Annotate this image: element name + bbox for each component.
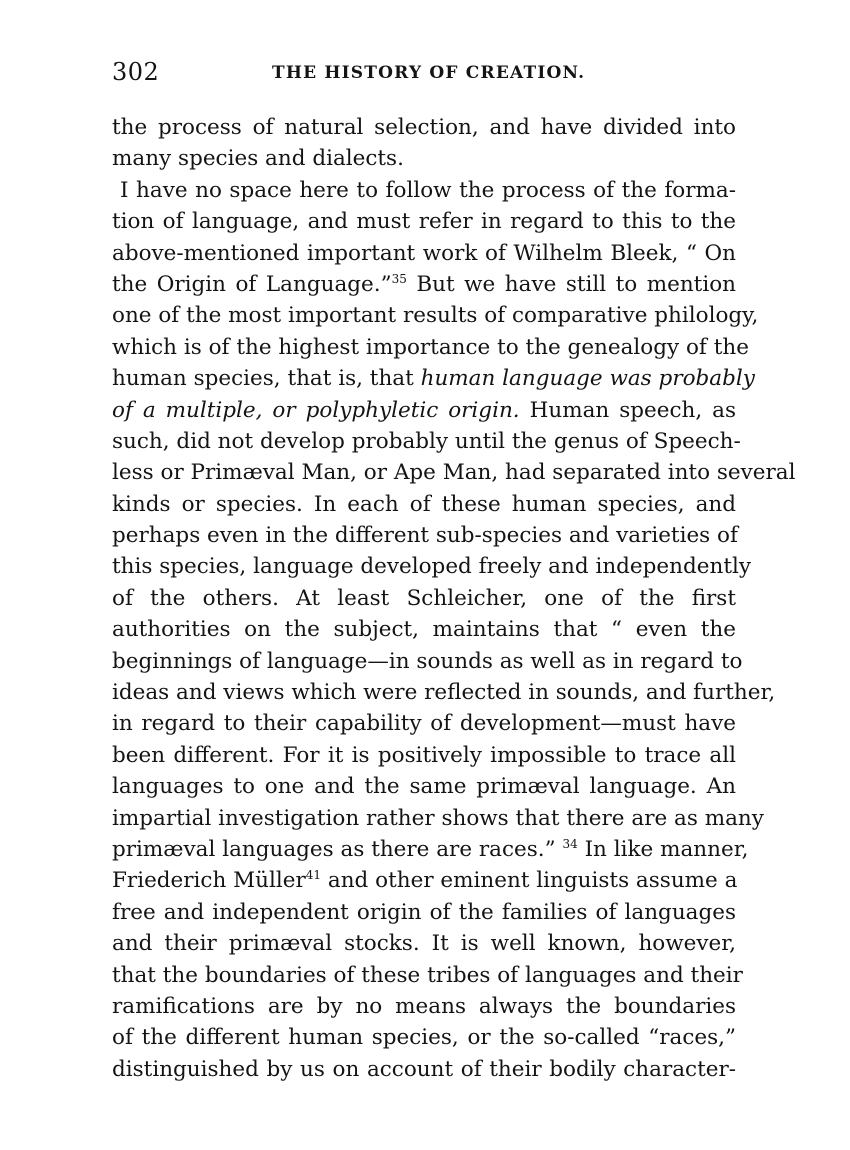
running-title: THE HISTORY OF CREATION. [272, 63, 586, 83]
line-text: But we have still to mention [406, 271, 736, 297]
text-line [112, 834, 749, 865]
text-line: impartial investigation rather shows that there are as many [112, 805, 764, 831]
text-line [112, 269, 736, 300]
text-line: languages to one and the same primæval language. An [112, 774, 736, 800]
text-line: ramifications are by no means always the boundaries [112, 993, 736, 1019]
text-line: tion of language, and must refer in regard to this to the [112, 209, 736, 235]
line-text: primæval languages as there are races.” [112, 836, 563, 862]
text-line [112, 395, 736, 426]
text-line: authorities on the subject, maintains that “ even the [112, 617, 736, 643]
text-line: such, did not develop probably until the genus of Speech- [112, 428, 741, 454]
text-line: less or Primæval Man, or Ape Man, had separated into several [112, 460, 796, 486]
text-line [112, 363, 755, 394]
text-line: the process of natural selection, and have divided into [112, 115, 736, 140]
line-text: In like manner, [577, 836, 749, 862]
text-line: which is of the highest importance to the genealogy of the [112, 334, 749, 360]
page-header [112, 58, 736, 88]
text-line: in regard to their capability of development—must have [112, 711, 736, 737]
text-line: that the boundaries of these tribes of languages and their [112, 962, 743, 988]
line-text: Human speech, as [519, 397, 736, 423]
text-line: been different. For it is positively impossible to trace all [112, 742, 736, 768]
italic-text: of a multiple, or polyphyletic origin. [112, 397, 520, 423]
text-line: I have no space here to follow the process of the forma- [120, 177, 736, 203]
text-line: above-mentioned important work of Wilhelm Bleek, “ On [112, 240, 736, 266]
line-text: Friederich Müller [112, 868, 306, 894]
line-text: and other eminent linguists assume a [321, 868, 738, 894]
text-line: free and independent origin of the families of languages [112, 899, 736, 925]
text-line: of the different human species, or the so-called “races,” [112, 1025, 736, 1051]
text-line: this species, language developed freely and independently [112, 554, 751, 580]
text-line: distinguished by us on account of their bodily character- [112, 1056, 736, 1082]
text-line: one of the most important results of comparative philology, [112, 303, 759, 329]
text-line [112, 865, 736, 896]
italic-text: human language was probably [420, 366, 755, 392]
text-line: many species and dialects. [112, 146, 404, 172]
line-text: human species, that is, that [112, 366, 421, 392]
body-text [112, 112, 796, 1085]
text-line: perhaps even in the different sub-species and varieties of [112, 523, 738, 549]
footnote-ref: 34 [562, 836, 578, 851]
text-line: kinds or species. In each of these human species, and [112, 491, 736, 517]
footnote-ref: 35 [391, 271, 407, 286]
page-number: 302 [112, 58, 160, 86]
line-text: the Origin of Language.” [112, 271, 392, 297]
text-line: beginnings of language—in sounds as well as in regard to [112, 648, 743, 674]
footnote-ref: 41 [305, 868, 322, 883]
text-line: of the others. At least Schleicher, one of the first [112, 585, 736, 611]
text-line: and their primæval stocks. It is well known, however, [112, 931, 736, 957]
text-line: ideas and views which were reflected in sounds, and further, [112, 680, 776, 706]
